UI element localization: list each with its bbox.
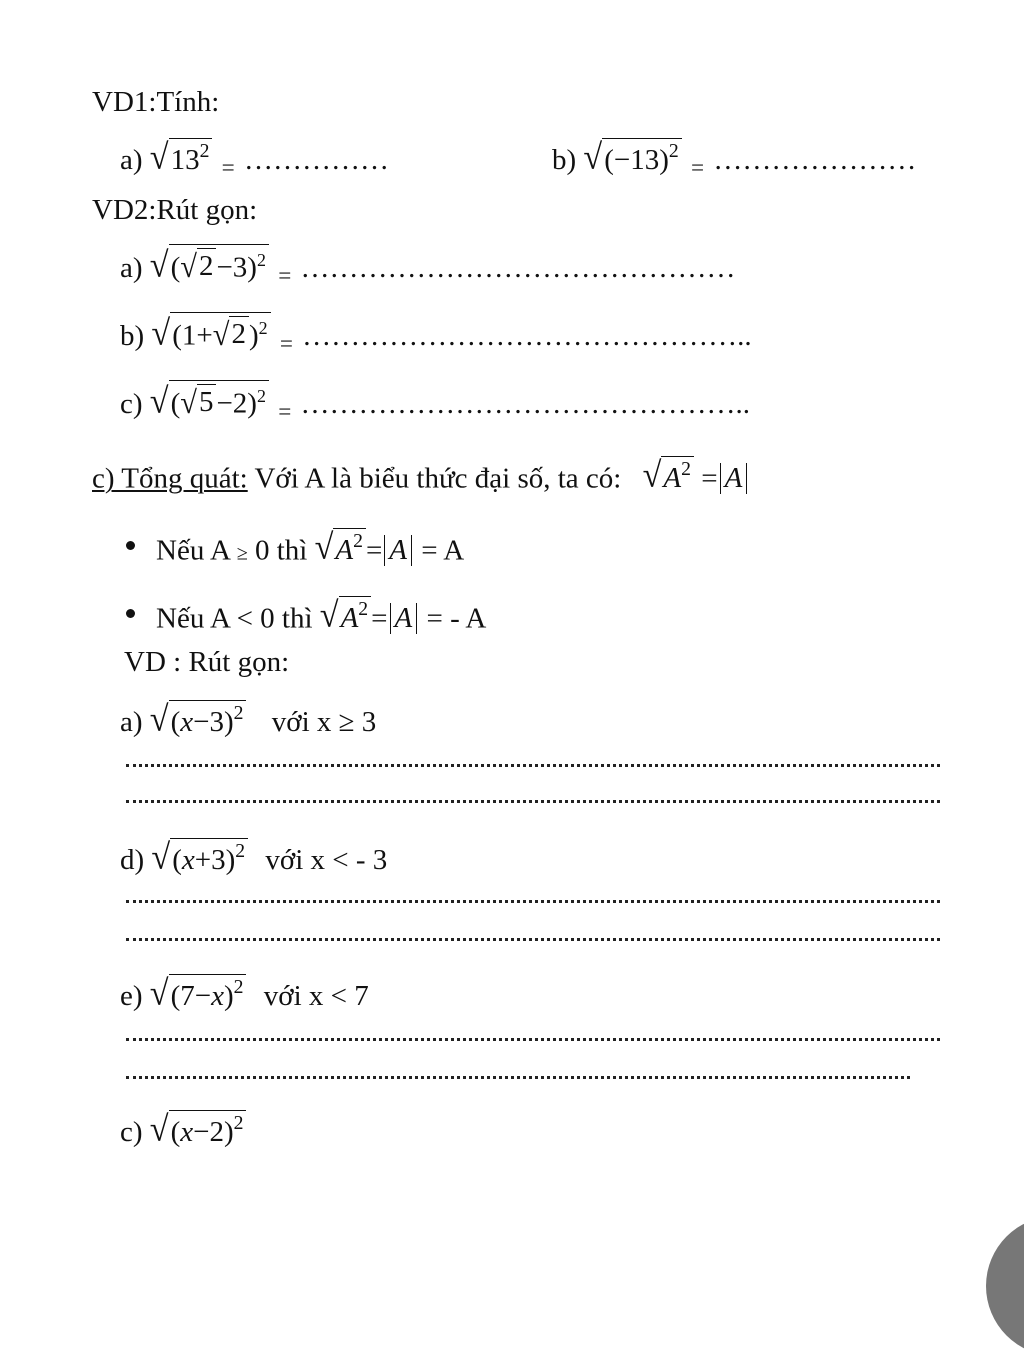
- sqrt-expression: √ (1+ √ 2 )$^2$: [151, 312, 270, 351]
- answer-blank: …………………: [713, 144, 917, 177]
- condition-text: với x < - 3: [265, 844, 388, 877]
- item-label: a): [120, 144, 143, 177]
- answer-line: [126, 800, 940, 803]
- answer-line: [126, 1038, 940, 1041]
- answer-blank: ………………………………………..: [300, 387, 751, 420]
- abs-a: A: [720, 463, 748, 493]
- sqrt-a-squared: √ $A^2$: [315, 528, 366, 565]
- vd-item-c: [120, 1110, 246, 1150]
- item-label: d): [120, 844, 145, 877]
- bullet-icon: [126, 609, 135, 618]
- item-label: a): [120, 706, 143, 739]
- item-label: e): [120, 980, 143, 1013]
- equals-sign: =: [279, 330, 293, 357]
- vd2-item-b: [120, 312, 752, 356]
- sqrt-a-squared: √ $A^2$: [643, 456, 694, 493]
- bullet-icon: [126, 541, 135, 550]
- sqrt-expression: √ ( √ 2 −3)$^2$: [150, 244, 269, 283]
- answer-line: [126, 1076, 910, 1079]
- sqrt-expression: √ $(x-3)^2$: [150, 700, 247, 737]
- equals-sign: =: [690, 155, 705, 182]
- condition-text: với x < 7: [263, 980, 369, 1013]
- general-rule: [92, 456, 749, 494]
- answer-blank: ………………………………………..: [302, 319, 752, 352]
- abs-a: A: [390, 603, 418, 633]
- general-heading: c) Tổng quát:: [92, 462, 248, 495]
- bullet-rule-nonnegative: Nếu A ≥ 0 thì √ $A^2$ = A = A: [156, 528, 465, 568]
- sqrt-expression: √ $(-13)^2$: [583, 138, 681, 175]
- answer-line: [126, 938, 940, 941]
- equals-sign: =: [221, 155, 235, 182]
- sqrt-expression: √ $(x-2)^2$: [150, 1110, 247, 1147]
- vd2-item-a: [120, 244, 736, 288]
- vd-item-e: [120, 974, 369, 1014]
- vd2-title: VD2:Rút gọn:: [92, 194, 258, 226]
- condition-text: với x ≥ 3: [271, 706, 377, 739]
- general-text: Với A là biểu thức đại số, ta có:: [247, 462, 622, 495]
- vd1-title: VD1:Tính:: [92, 86, 220, 118]
- item-label: c): [120, 387, 143, 420]
- sqrt-expression: √ $13^2$: [150, 138, 213, 175]
- item-label: b): [552, 144, 577, 177]
- item-label: a): [120, 251, 143, 284]
- vd1-item-b: [552, 138, 916, 180]
- equals-sign: =: [701, 462, 718, 495]
- sqrt-expression: √ $(7-x)^2$: [150, 974, 247, 1011]
- sqrt-expression: √ ( √ 5 −2)$^2$: [150, 380, 269, 419]
- abs-a: A: [384, 535, 412, 565]
- vd-item-d: [120, 838, 388, 878]
- sqrt-expression: √ $(x+3)^2$: [151, 838, 248, 875]
- vd1-item-a: [120, 138, 389, 180]
- vd2-item-c: [120, 380, 750, 424]
- answer-blank: ………………………………………: [300, 251, 736, 284]
- answer-line: [126, 764, 940, 767]
- answer-line: [126, 900, 940, 903]
- answer-blank: ……………: [244, 144, 389, 177]
- sqrt-a-squared: √ $A^2$: [320, 596, 371, 633]
- equals-sign: =: [278, 398, 292, 425]
- bullet-rule-negative: Nếu A < 0 thì √ $A^2$ = A = - A: [156, 596, 487, 636]
- vd-item-a: [120, 700, 377, 740]
- page-corner-button[interactable]: [986, 1216, 1024, 1356]
- equals-sign: =: [278, 262, 292, 289]
- item-label: b): [120, 319, 145, 352]
- vd-title: VD : Rút gọn:: [124, 646, 290, 678]
- item-label: c): [120, 1116, 143, 1149]
